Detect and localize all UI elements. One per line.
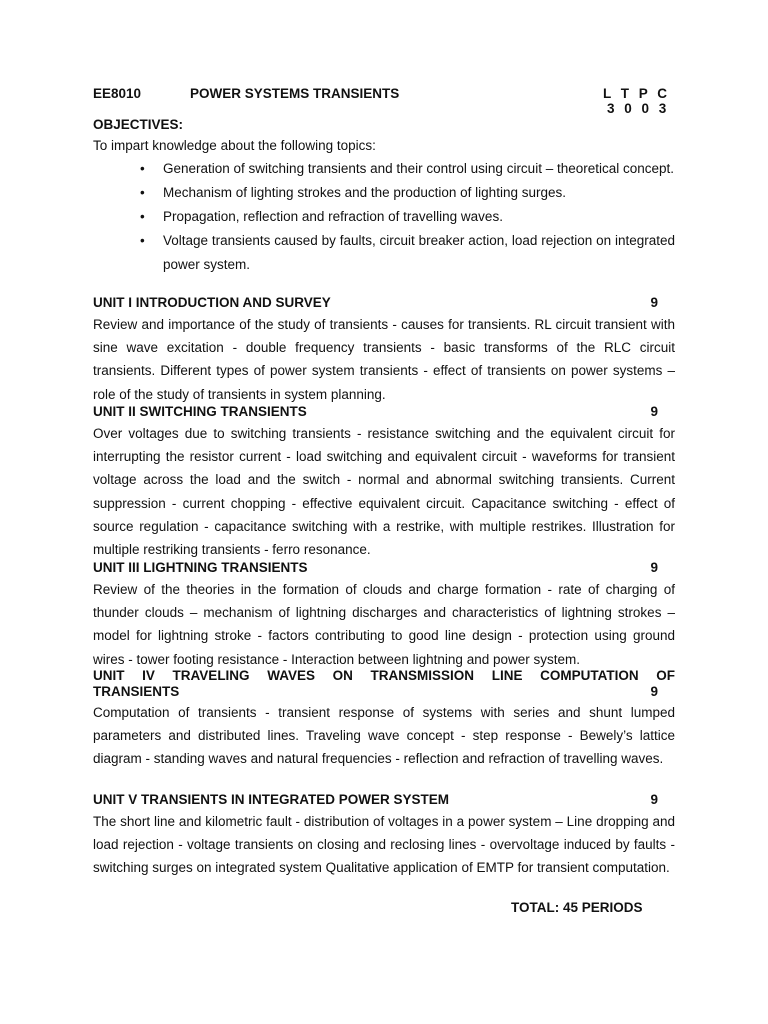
- unit-title: UNIT II SWITCHING TRANSIENTS: [93, 404, 307, 419]
- unit-title-line1: UNIT IV TRAVELING WAVES ON TRANSMISSION LINE COMPUTATION OF: [93, 668, 675, 683]
- total-periods: TOTAL: 45 PERIODS: [511, 900, 643, 915]
- course-title: POWER SYSTEMS TRANSIENTS: [190, 86, 400, 101]
- unit-2-text: Over voltages due to switching transients - resistance switching and the equivalent circuit for interrupting the resistor current - load switching and equivalent circuit - waveforms for transient voltage across the load and the switch - normal and abnormal switching transients. Current suppression - current chopping - effective equivalent circuit. Capacitance switching - effect of source regulation - capacitance switching with a restrike, with multiple restrikes. Illustration for multiple restriking transients - ferro resonance.: [93, 426, 675, 558]
- bullet-icon: •: [140, 185, 145, 200]
- unit-title: UNIT III LIGHTNING TRANSIENTS: [93, 560, 308, 575]
- unit-title-line2: TRANSIENTS: [93, 684, 180, 699]
- ltpc-values: 3 0 0 3: [607, 101, 670, 116]
- unit-2-heading: [93, 404, 675, 419]
- unit-title: UNIT I INTRODUCTION AND SURVEY: [93, 295, 331, 310]
- unit-hours: 9: [650, 404, 658, 419]
- bullet-icon: •: [140, 233, 145, 248]
- list-item: • Voltage transients caused by faults, circuit breaker action, load rejection on integrated power system.: [93, 229, 675, 277]
- objectives-intro: To impart knowledge about the following topics:: [93, 138, 376, 153]
- unit-hours: 9: [650, 792, 658, 807]
- unit-1-text: Review and importance of the study of transients - causes for transients. RL circuit transient with sine wave excitation - double frequency transients - basic transforms of the RLC circuit transients. Different types of power system transients - effect of transients on power systems – role of the study of transients in system planning.: [93, 317, 675, 402]
- unit-5-heading: [93, 792, 675, 807]
- unit-5-text: The short line and kilometric fault - distribution of voltages in a power system – Line dropping and load rejection - voltage transients on closing and reclosing lines - overvoltage induced by faults -switching surges on integrated system Qualitative application of EMTP for transient computation.: [93, 814, 675, 876]
- unit-1-heading: [93, 295, 675, 310]
- list-item: • Generation of switching transients and their control using circuit – theoretical concept.: [93, 157, 675, 181]
- list-item: • Mechanism of lighting strokes and the production of lighting surges.: [93, 181, 675, 205]
- unit-hours: 9: [650, 560, 658, 575]
- bullet-icon: •: [140, 161, 145, 176]
- objectives-list: [93, 157, 675, 277]
- unit-3-heading: [93, 560, 675, 575]
- ltpc-label: L T P C: [603, 86, 671, 101]
- objectives-heading: OBJECTIVES:: [93, 117, 184, 132]
- unit-hours: 9: [650, 684, 658, 699]
- list-item: • Propagation, reflection and refraction of travelling waves.: [93, 205, 675, 229]
- ltpc-block: [603, 86, 670, 116]
- course-code: EE8010: [93, 86, 142, 101]
- unit-title: UNIT V TRANSIENTS IN INTEGRATED POWER SYSTEM: [93, 792, 450, 807]
- unit-3-text: Review of the theories in the formation of clouds and charge formation - rate of charging of thunder clouds – mechanism of lightning discharges and characteristics of lightning strokes – model for lightning stroke - factors contributing to good line design - protection using ground wires - tower footing resistance - Interaction between lightning and power system.: [93, 582, 675, 667]
- unit-4-heading: [93, 668, 675, 700]
- unit-4-text: Computation of transients - transient response of systems with series and shunt lumped parameters and distributed lines. Traveling wave concept - step response - Bewely’s lattice diagram - standing waves and natural frequencies - reflection and refraction of travelling waves.: [93, 705, 675, 767]
- unit-hours: 9: [650, 295, 658, 310]
- bullet-icon: •: [140, 209, 145, 224]
